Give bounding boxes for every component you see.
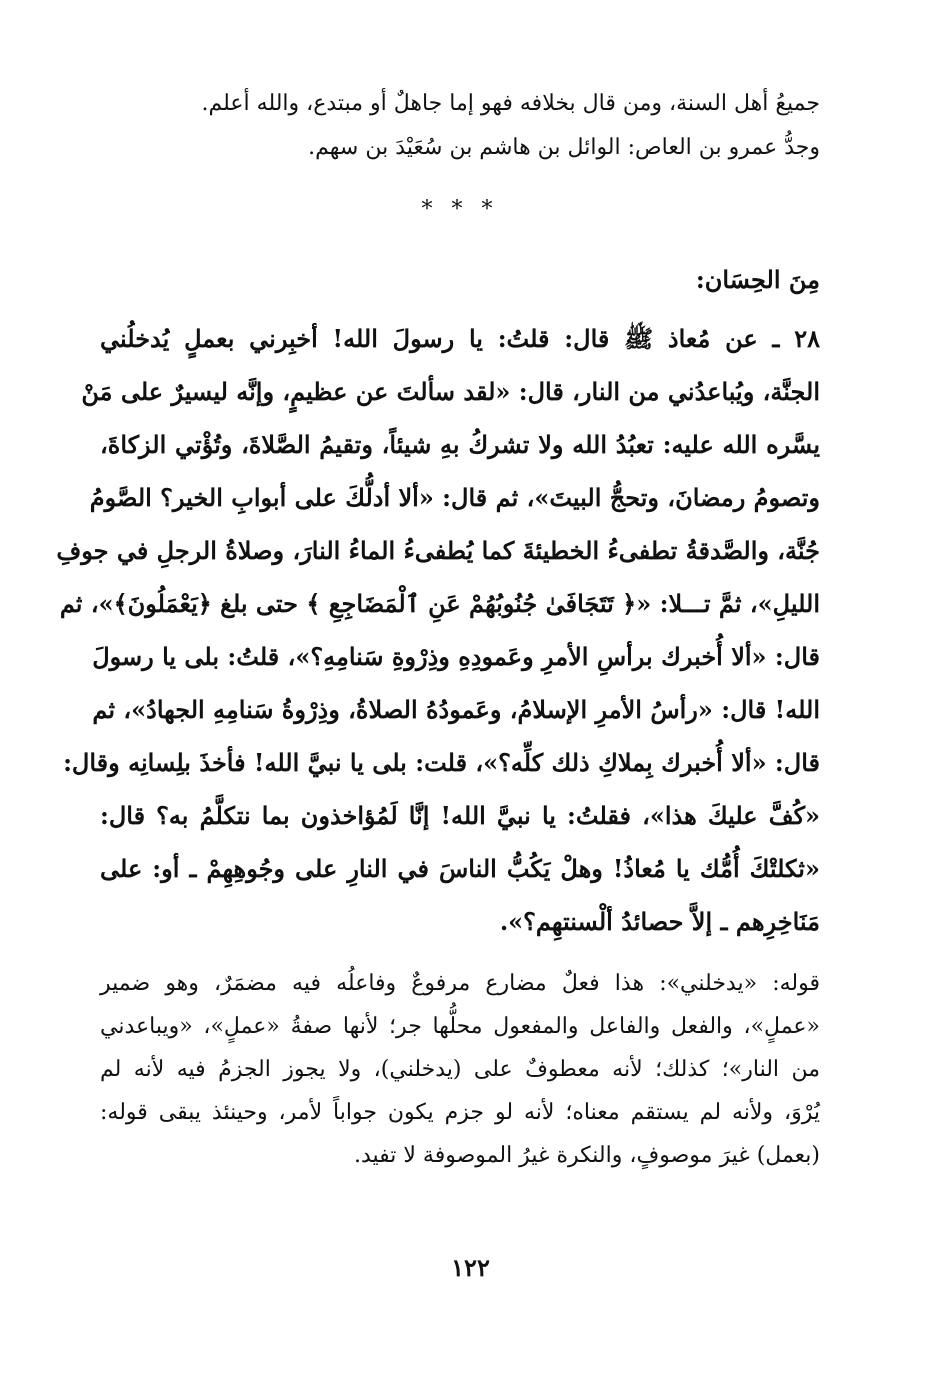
hadith-line: الليلِ»، ثمَّ تـــلا: «﴿ تَتَجَافَىٰ جُنُوبُهُمْ عَنِ ٱلْمَضَاجِعِ ﴾ حتى بلغ ﴿يَعْمَلُونَ﴾»، ثم: [59, 589, 820, 618]
commentary-line: قوله: «يدخلني»: هذا فعلٌ مضارع مرفوعٌ وفاعلُه فيه مضمَرٌ، وهو ضمير: [100, 971, 820, 996]
hadith-line: قال: «ألا أُخبرك برأسِ الأمرِ وعَمودِهِ وذِرْوةِ سَنامِهِ؟»، قلتُ: بلى يا رسولَ: [92, 642, 820, 671]
page-body: [56, 82, 820, 1177]
commentary-line: «عملٍ»، والفعل والفاعل والمفعول محلُّها جر؛ لأنها صفةُ «عملٍ»، «ويباعدني: [100, 1014, 820, 1039]
hadith-line: جُنَّة، والصَّدقةُ تطفىءُ الخطيئةَ كما يُطفىءُ الماءُ النارَ، وصلاةُ الرجلِ في جوفِ: [56, 536, 820, 565]
commentary-line: (بعمل) غيرَ موصوفٍ، والنكرة غيرُ الموصوفة لا تفيد.: [353, 1143, 820, 1168]
section-separator: * * *: [421, 197, 499, 222]
hadith-line: قال: «ألا أُخبرك بِملاكِ ذلك كلِّه؟»، قلت: بلى يا نبيَّ الله! فأخذَ بلِسانِه وقال:: [63, 748, 820, 777]
hadith-line: الجنَّة، ويُباعدُني من النار، قال: «لقد سألتَ عن عظيمٍ، وإنَّه ليسيرٌ على مَنْ: [81, 377, 820, 406]
section-title: مِنَ الحِسَان:: [695, 265, 820, 294]
hadith-line: مَنَاخِرِهم ـ إلاَّ حصائدُ ألْسنتهِم؟».: [499, 907, 820, 936]
intro-line: جميعُ أهل السنة، ومن قال بخلافه فهو إما جاهلٌ أو مبتدع، والله أعلم.: [201, 91, 820, 116]
hadith-line: وتصومُ رمضانَ، وتحجُّ البيتَ»، ثم قال: «ألا أدلُّكَ على أبوابِ الخير؟ الصَّومُ: [89, 483, 820, 512]
hadith-line: ٢٨ ـ عن مُعاذ ﷺ قال: قلتُ: يا رسولَ الله! أخبِرني بعملٍ يُدخلُني: [100, 324, 820, 353]
hadith-paragraph: [56, 312, 820, 948]
intro-line: وجدُّ عمرو بن العاص: الوائل بن هاشم بن سُعَيْدَ بن سهم.: [308, 135, 820, 160]
commentary-paragraph: [100, 962, 820, 1177]
commentary-line: يُرْوَ، ولأنه لم يستقم معناه؛ لأنه لو جزم يكون جواباً لأمر، وحينئذ يبقى قوله:: [100, 1100, 820, 1125]
hadith-line: الله! قال: «رأسُ الأمرِ الإسلامُ، وعَمودُهُ الصلاةُ، وذِرْوةُ سَنامِهِ الجهادُ»، ثم: [92, 695, 820, 724]
hadith-line: «كُفَّ عليكَ هذا»، فقلتُ: يا نبيَّ الله! إنَّا لَمُؤاخذون بما نتكلَّمُ به؟ قال:: [100, 801, 820, 830]
hadith-line: «ثكلتْكَ أُمُّك يا مُعاذُ! وهلْ يَكُبُّ الناسَ في النارِ على وجُوهِهِمْ ـ أو: على: [100, 854, 820, 883]
hadith-line: يسَّره الله عليه: تعبُدُ الله ولا تشركُ بهِ شيئاً، وتقيمُ الصَّلاةَ، وتُؤْتي الزكاةَ،: [100, 430, 820, 459]
page-number: ١٢٢: [451, 1253, 490, 1282]
commentary-line: من النار»؛ كذلك؛ لأنه معطوفٌ على (يدخلني)، ولا يجوز الجزمُ فيه لأنه لم: [100, 1057, 820, 1082]
intro-paragraph: [100, 82, 820, 170]
